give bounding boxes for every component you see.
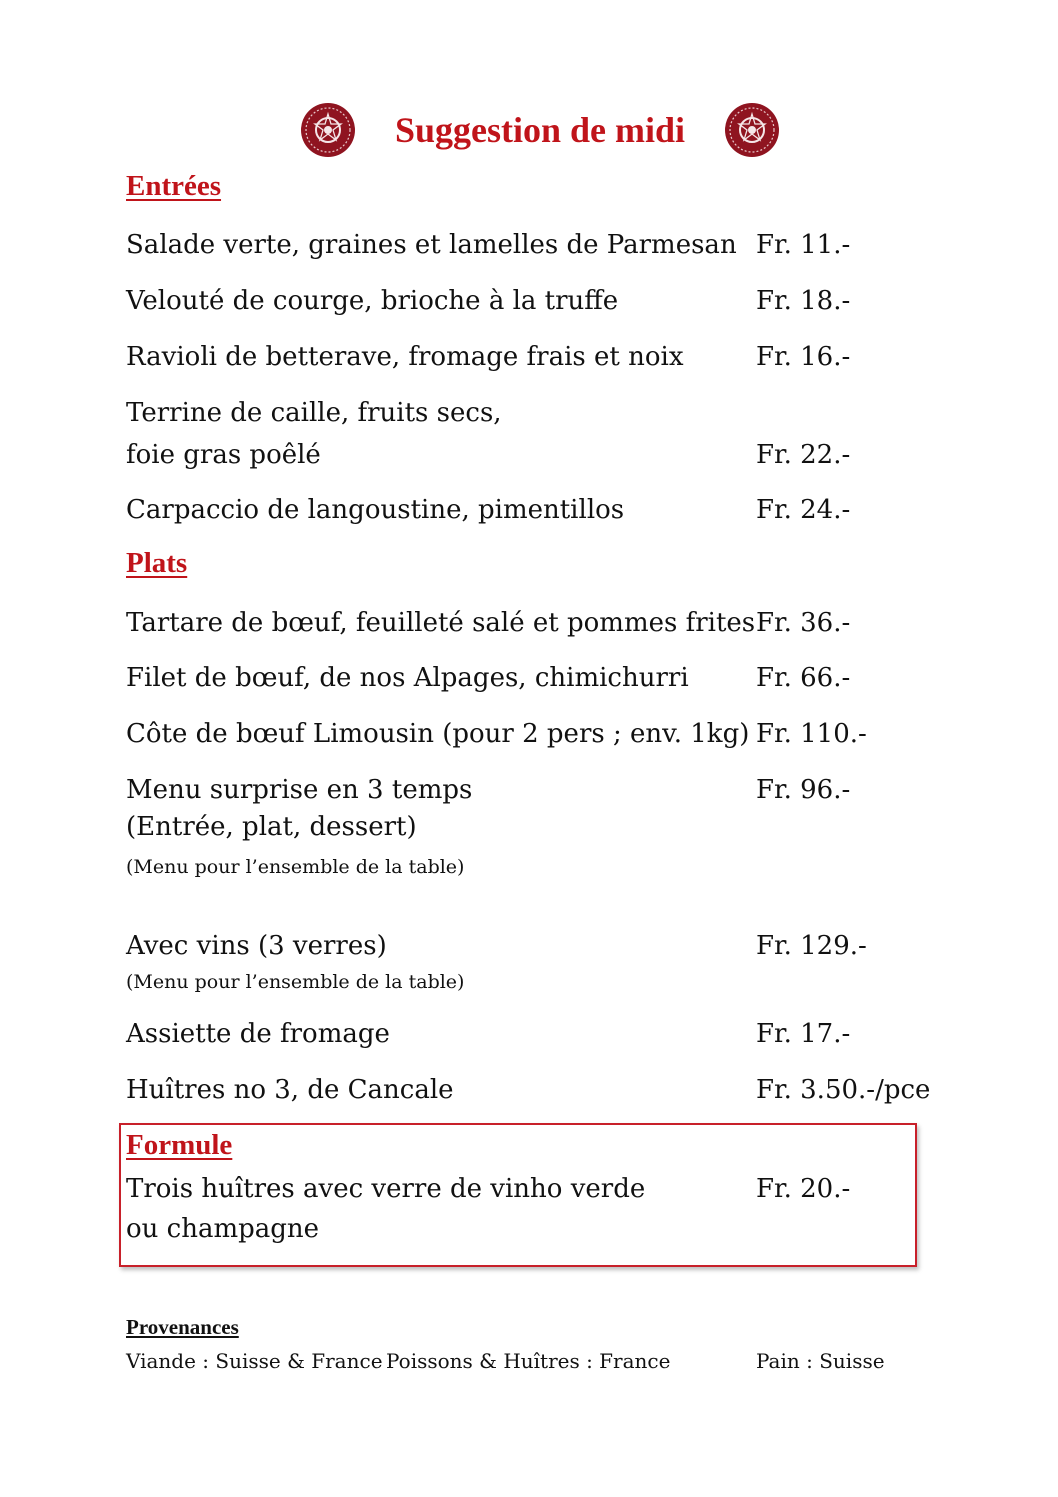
provenance-pain: Pain : Suisse bbox=[756, 1349, 885, 1373]
item-price: Fr. 3.50.-/pce bbox=[756, 1075, 931, 1105]
item-price: Fr. 11.- bbox=[756, 230, 851, 260]
item-price: Fr. 17.- bbox=[756, 1019, 851, 1049]
section-title-formule: Formule bbox=[126, 1129, 233, 1161]
item-name: Menu surprise en 3 temps bbox=[126, 775, 473, 805]
item-note: (Menu pour l’ensemble de la table) bbox=[126, 856, 465, 878]
item-name: Velouté de courge, brioche à la truffe bbox=[126, 286, 619, 316]
item-name: Avec vins (3 verres) bbox=[126, 931, 387, 961]
item-subtitle: ou champagne bbox=[126, 1214, 320, 1244]
title-row bbox=[300, 100, 780, 160]
provenance-viande: Viande : Suisse & France bbox=[126, 1349, 383, 1373]
item-price: Fr. 16.- bbox=[756, 342, 851, 372]
item-name: Salade verte, graines et lamelles de Parmesan bbox=[126, 230, 737, 260]
item-name: Trois huîtres avec verre de vinho verde bbox=[126, 1174, 646, 1204]
rosette-emblem-icon bbox=[300, 102, 356, 158]
page-title: Suggestion de midi bbox=[394, 110, 686, 150]
section-title-entrees: Entrées bbox=[126, 170, 222, 202]
item-price: Fr. 129.- bbox=[756, 931, 867, 961]
item-price: Fr. 22.- bbox=[756, 440, 851, 470]
item-name: Ravioli de betterave, fromage frais et noix bbox=[126, 342, 684, 372]
item-name: Tartare de bœuf, feuilleté salé et pommes frites bbox=[126, 608, 756, 638]
item-name: Carpaccio de langoustine, pimentillos bbox=[126, 495, 625, 525]
item-name: foie gras poêlé bbox=[126, 440, 321, 470]
item-name: Assiette de fromage bbox=[126, 1019, 390, 1049]
item-price: Fr. 24.- bbox=[756, 495, 851, 525]
provenances-title: Provenances bbox=[126, 1315, 239, 1339]
item-note: (Menu pour l’ensemble de la table) bbox=[126, 971, 465, 993]
item-price: Fr. 96.- bbox=[756, 775, 851, 805]
item-price: Fr. 20.- bbox=[756, 1174, 851, 1204]
item-price: Fr. 66.- bbox=[756, 663, 851, 693]
section-title-plats: Plats bbox=[126, 547, 188, 579]
item-name: Filet de bœuf, de nos Alpages, chimichurri bbox=[126, 663, 689, 693]
provenance-poissons: Poissons & Huîtres : France bbox=[386, 1349, 671, 1373]
item-price: Fr. 36.- bbox=[756, 608, 851, 638]
item-price: Fr. 110.- bbox=[756, 719, 867, 749]
item-name: Huîtres no 3, de Cancale bbox=[126, 1075, 454, 1105]
item-subtitle: (Entrée, plat, dessert) bbox=[126, 812, 417, 842]
item-price: Fr. 18.- bbox=[756, 286, 851, 316]
item-name: Côte de bœuf Limousin (pour 2 pers ; env. 1kg) bbox=[126, 719, 750, 749]
rosette-emblem-icon bbox=[724, 102, 780, 158]
item-name: Terrine de caille, fruits secs, bbox=[126, 398, 502, 428]
